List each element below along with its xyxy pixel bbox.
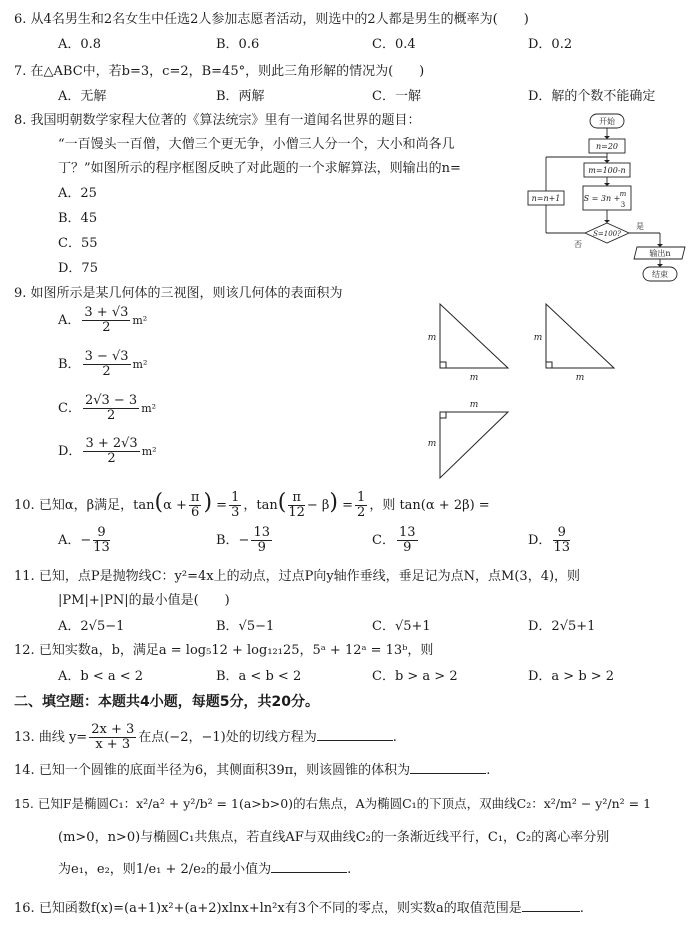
- q7-option-a: A．无解: [58, 89, 107, 104]
- side-view-label-m-left: m: [533, 333, 543, 343]
- top-view-triangle: [440, 412, 508, 478]
- q8-stem-line3: 丁？”如图所示的程序框图反映了对此题的一个求解算法，则输出的n=: [58, 161, 461, 176]
- q15-hyperbola-eq: x²/m² − y²/n² = 1: [543, 796, 652, 811]
- q10-option-a: A．− $\frac{9}{13}$: [58, 525, 110, 555]
- q9-option-d: D． $\frac{3 + 2√3}{2}$ m²: [58, 436, 157, 466]
- q11-stem-line1: [14, 569, 580, 585]
- q12-option-d: D．a > b > 2: [528, 669, 615, 684]
- q12-option-a: A．b < a < 2: [58, 669, 144, 684]
- q13-answer-blank[interactable]: [317, 740, 393, 741]
- q10-stem: 10. 已知α，β满足，tan(α + $\frac{\pi}{6}$ ) = $\frac{1}{3}$ ，tan( $\frac{\pi}{12}$ − β) = $\frac{1}{2}$ ，则 tan(α + 2β) =: [14, 490, 490, 520]
- q12-stem: [14, 643, 433, 659]
- q14-stem: 14. 已知一个圆锥的底面半径为6，其侧面积39π，则该圆锥的体积为 .: [14, 763, 491, 778]
- q9-three-views: [420, 296, 620, 486]
- q9-option-c: C． $\frac{2√3 - 3}{2}$ m²: [58, 393, 157, 423]
- q8-number: 8.: [14, 113, 27, 128]
- q6-text: 从4名男生和2名女生中任选2人参加志愿者活动，则选中的2人都是男生的概率为( ): [30, 12, 529, 27]
- q7-option-d: D．解的个数不能确定: [528, 89, 656, 104]
- flow-start-text: 开始: [599, 117, 615, 126]
- side-view-label-m-bottom: m: [575, 373, 585, 383]
- front-view-label-m-bottom: m: [469, 373, 479, 383]
- q8-option-b: B．45: [58, 211, 98, 226]
- q8-option-d: D．75: [58, 261, 98, 276]
- q6-option-b: B．0.6: [216, 37, 260, 52]
- flow-s-num: m: [619, 190, 627, 198]
- side-view-triangle: [546, 304, 614, 368]
- side-view-right-angle: [546, 362, 552, 368]
- flow-no-label: 否: [574, 240, 582, 249]
- q12-option-b: B．a < b < 2: [216, 669, 302, 684]
- q10-option-c: C． $\frac{13}{9}$: [372, 525, 416, 555]
- q9-number: 9.: [14, 286, 27, 301]
- q13-number: 13.: [14, 730, 35, 745]
- q7-option-b: B．两解: [216, 89, 265, 104]
- flow-inc-text: n=n+1: [531, 194, 561, 203]
- q16-text: 已知函数f(x)=(a+1)x²+(a+2)xlnx+ln²x有3个不同的零点，则实数a的取值范围是: [38, 901, 522, 916]
- q11-line1: 已知，点P是抛物线C：y²=4x上的动点，过点P向y轴作垂线，垂足记为点N，点M(3，4)，则: [38, 569, 581, 584]
- flow-cond-text: S=100?: [593, 230, 621, 238]
- section-title: 二、填空题：本题共4小题，每题5分，共20分。: [14, 694, 319, 710]
- q15-stem-line1: 15. 已知F是椭圆C₁：x²/a² + y²/b² = 1(a>b>0)的右焦点，A为椭圆C₁的下顶点，双曲线C₂：x²/m² − y²/n² = 1: [14, 796, 652, 811]
- q7-stem: [14, 64, 424, 80]
- front-view-triangle: [440, 304, 508, 368]
- q8-stem-line2: “一百馒头一百僧，大僧三个更无争，小僧三人分一个，大小和尚各几: [58, 137, 455, 152]
- q11-option-b: B．√5−1: [216, 619, 275, 634]
- q11-stem-line2: |PM|+|PN|的最小值是( ): [58, 593, 230, 608]
- q8-stem-line1: [14, 113, 421, 129]
- q15-expression: 1/e₁ + 2/e₂: [135, 862, 207, 877]
- q11-option-c: C．√5+1: [372, 619, 431, 634]
- q6-option-c: C．0.4: [372, 37, 416, 52]
- q16-stem: 16. 已知函数f(x)=(a+1)x²+(a+2)xlnx+ln²x有3个不同的零点，则实数a的取值范围是 .: [14, 901, 584, 916]
- flow-arrow-6: [657, 264, 663, 267]
- q16-number: 16.: [14, 901, 35, 916]
- q11-option-d: D．2√5+1: [528, 619, 596, 634]
- flow-init-text: n=20: [595, 142, 619, 151]
- q10-option-b: B．− $\frac{13}{9}$: [216, 525, 270, 555]
- q15-stem-line3: 为e₁，e₂，则1/e₁ + 2/e₂的最小值为 .: [58, 862, 352, 877]
- q15-stem-line2: (m>0，n>0)与椭圆C₁共焦点，若直线AF与双曲线C₂的一条渐近线平行，C₁，C₂的离心率分别: [58, 830, 610, 845]
- q10-number: 10.: [14, 498, 35, 513]
- top-view-label-m-top: m: [469, 400, 479, 410]
- front-view-right-angle: [440, 362, 446, 368]
- top-view-right-angle: [440, 412, 446, 418]
- q11-option-a: A．2√5−1: [58, 619, 125, 634]
- q15-answer-blank[interactable]: [271, 872, 347, 873]
- flow-arrow-4: [604, 220, 610, 223]
- q11-number: 11.: [14, 569, 35, 584]
- q8-option-a: A．25: [58, 186, 97, 201]
- q14-answer-blank[interactable]: [410, 773, 486, 774]
- q9-text: 如图所示是某几何体的三视图，则该几何体的表面积为: [30, 286, 343, 301]
- q16-answer-blank[interactable]: [522, 911, 580, 912]
- q8-line1: 我国明朝数学家程大位著的《算法统宗》里有一道闻名世界的题目：: [30, 113, 421, 128]
- q7-number: 7.: [14, 64, 27, 79]
- q10-option-d: D． $\frac{9}{13}$: [528, 525, 570, 555]
- q7-option-c: C．一解: [372, 89, 421, 104]
- q14-number: 14.: [14, 763, 35, 778]
- q6-option-d: D．0.2: [528, 37, 573, 52]
- q6-option-a: A．0.8: [58, 37, 102, 52]
- q7-text: 在△ABC中，若b=3，c=2，B=45°，则此三角形解的情况为( ): [30, 64, 425, 79]
- q12-text: 已知实数a，b，满足a = log₅12 + log₁₂₁25，5ᵃ + 12ᵃ = 13ᵇ，则: [38, 643, 434, 658]
- flow-s-text: S = 3n +: [583, 194, 621, 203]
- q14-text: 已知一个圆锥的底面半径为6，其侧面积39π，则该圆锥的体积为: [38, 763, 411, 778]
- flow-end-text: 结束: [652, 270, 668, 279]
- q9-option-b: B． $\frac{3 - √3}{2}$ m²: [58, 349, 148, 379]
- q8-option-c: C．55: [58, 236, 98, 251]
- front-view-label-m-left: m: [427, 333, 437, 343]
- q15-ellipse-eq: x²/a² + y²/b² = 1(a>b>0): [136, 796, 294, 811]
- flow-m-text: m=100-n: [588, 166, 626, 175]
- flow-output-text: 输出n: [649, 249, 671, 258]
- q6-number: 6.: [14, 12, 27, 27]
- q9-stem: [14, 286, 343, 302]
- top-view-label-m-left: m: [427, 439, 437, 449]
- flow-s-den: 3: [620, 201, 626, 209]
- q6-stem: [14, 12, 529, 28]
- q15-number: 15.: [14, 796, 34, 811]
- q13-stem: 13. 曲线 y= $\frac{2x + 3}{x + 3}$ 在点(−2，−1)处的切线方程为 .: [14, 722, 397, 752]
- flow-yes-label: 是: [636, 222, 644, 231]
- q9-option-a: A． $\frac{3 + √3}{2}$ m²: [58, 305, 148, 335]
- q8-flowchart: [522, 110, 692, 290]
- q12-option-c: C．b > a > 2: [372, 669, 458, 684]
- q12-number: 12.: [14, 643, 35, 658]
